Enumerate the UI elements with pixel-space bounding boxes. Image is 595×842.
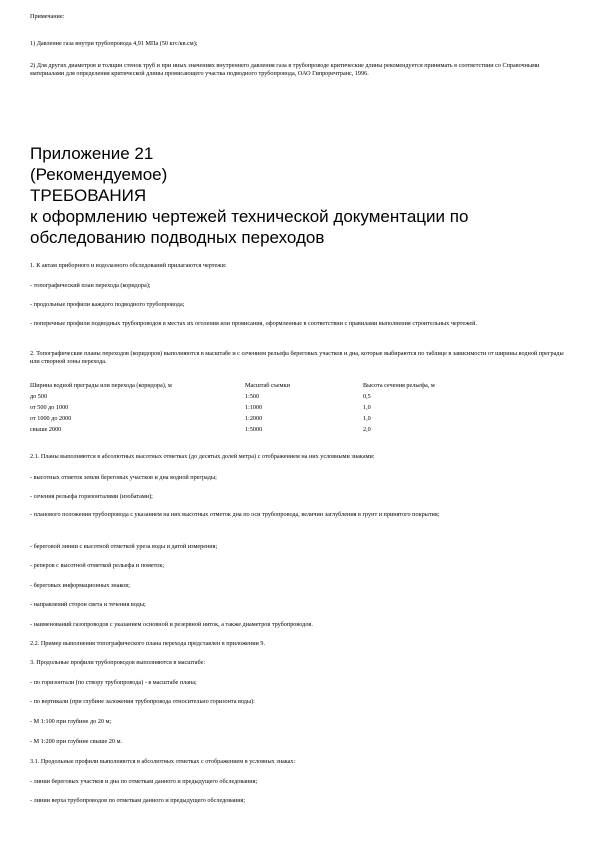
table-cell: 0,5: [363, 393, 371, 400]
requirements-title: ТРЕБОВАНИЯ: [30, 186, 147, 205]
table-header-width: Ширина водной преграды или перехода (коридора), м: [30, 382, 172, 389]
note-item-2: 2) Для других диаметров и толщин стенок труб и при иных значениях внутреннего давления газа в трубопроводе критические длины рекомендуется принимать в соответствии со Справочными материалами для определения критической длины провисающего участка подводного трубопровода, ОАО Гипроречтранс, 1996.: [30, 62, 540, 77]
paragraph-3: 3. Продольные профили трубопроводов выполняются в масштабе:: [30, 659, 206, 666]
table-row: [30, 402, 513, 413]
bullet-vertical-scale: - по вертикали (при глубине заложения трубопровода относительно горизонта воды):: [30, 698, 255, 705]
bullet-info-signs: - береговых информационных знаков;: [30, 582, 130, 589]
paragraph-2-1: 2.1. Планы выполняются в абсолютных высотных отметках (до десятых долей метра) с отображением на них условными знаками:: [30, 453, 375, 460]
table-header-relief: Высота сечения рельефа, м: [363, 382, 435, 389]
table-cell: от 1000 до 2000: [30, 415, 72, 422]
table-header-row: [30, 380, 513, 391]
appendix-number: Приложение 21: [30, 144, 154, 163]
paragraph-3-1: 3.1. Продольные профили выполняются в абсолютных отметках с отображением в условных знаках:: [30, 758, 296, 765]
paragraph-2-2: 2.2. Пример выполнения топографического плана перехода представлен в приложении 9.: [30, 640, 266, 647]
bullet-scale-200: - М 1:200 при глубине свыше 20 м.: [30, 738, 123, 745]
table-row: [30, 413, 513, 424]
table-cell: 1:1000: [245, 404, 263, 411]
bullet-benchmarks: - реперов с высотной отметкой рельефа и пометок;: [30, 562, 165, 569]
bullet-pipeline-plan: - планового положения трубопровода с указанием на них высотных отметок дна по оси трубопровода, величин заглубления в грунт и принятого покрытия;: [30, 511, 440, 518]
bullet-topographic-plan: - топографический план перехода (коридора);: [30, 282, 151, 289]
table-cell: 2,0: [363, 426, 371, 433]
appendix-heading: [30, 143, 575, 248]
requirements-subtitle-2: обследованию подводных переходов: [30, 228, 325, 247]
bullet-pipe-top-lines: - линии верха трубопроводов по отметкам данного и предыдущего обследования;: [30, 797, 246, 804]
table-cell: 1:5000: [245, 426, 263, 433]
bullet-directions: - направлений сторон света и течения воды;: [30, 601, 146, 608]
appendix-status: (Рекомендуемое): [30, 165, 168, 184]
table-row: [30, 424, 513, 435]
requirements-subtitle-1: к оформлению чертежей технической документации по: [30, 207, 469, 226]
table-cell: 1,0: [363, 415, 371, 422]
table-row: [30, 391, 513, 402]
bullet-scale-100: - М 1:100 при глубине до 20 м;: [30, 718, 112, 725]
table-cell: 1,0: [363, 404, 371, 411]
note-item-1: 1) Давление газа внутри трубопровода 4,91 МПа (50 кгс/кв.см);: [30, 40, 198, 47]
table-cell: 1:2000: [245, 415, 263, 422]
bullet-cross-profiles: - поперечные профили подводных трубопроводов в местах их оголения или провисания, оформленные в соответствии с правилами выполнения строительных чертежей.: [30, 320, 477, 327]
paragraph-2: 2. Топографические планы переходов (коридоров) выполняются в масштабе и с сечением рельефа береговых участков и дна, которые выбираются по таблице в зависимости от ширины водной преграды или створной зоны перехода.: [30, 350, 564, 365]
table-header-scale: Масштаб съемки: [245, 382, 290, 389]
paragraph-1: 1. К актам приборного и водолазного обследований прилагаются чертежи:: [30, 262, 227, 269]
table-cell: 1:500: [245, 393, 260, 400]
bullet-elevations: - высотных отметок земли береговых участков и дна водной преграды;: [30, 474, 217, 481]
bullet-longitudinal-profiles: - продольные профили каждого подводного трубопровода;: [30, 301, 185, 308]
table-cell: до 500: [30, 393, 48, 400]
scale-table: [30, 380, 513, 435]
table-cell: от 500 до 1000: [30, 404, 69, 411]
bullet-contours: - сечения рельефа горизонталями (изобатами);: [30, 493, 153, 500]
bullet-pipeline-names: - наименований газопроводов с указанием основной и резервной ниток, а также диаметров трубопроводов.: [30, 621, 313, 628]
bullet-shoreline: - береговой линии с высотной отметкой уреза воды и датой измерения;: [30, 543, 218, 550]
bullet-shore-lines: - линии береговых участков и дна по отметкам данного и предыдущего обследования;: [30, 778, 258, 785]
bullet-horizontal-scale: - по горизонтали (по створу трубопровода) - в масштабе плана;: [30, 679, 197, 686]
note-title: Примечание:: [30, 13, 65, 20]
table-cell: свыше 2000: [30, 426, 62, 433]
